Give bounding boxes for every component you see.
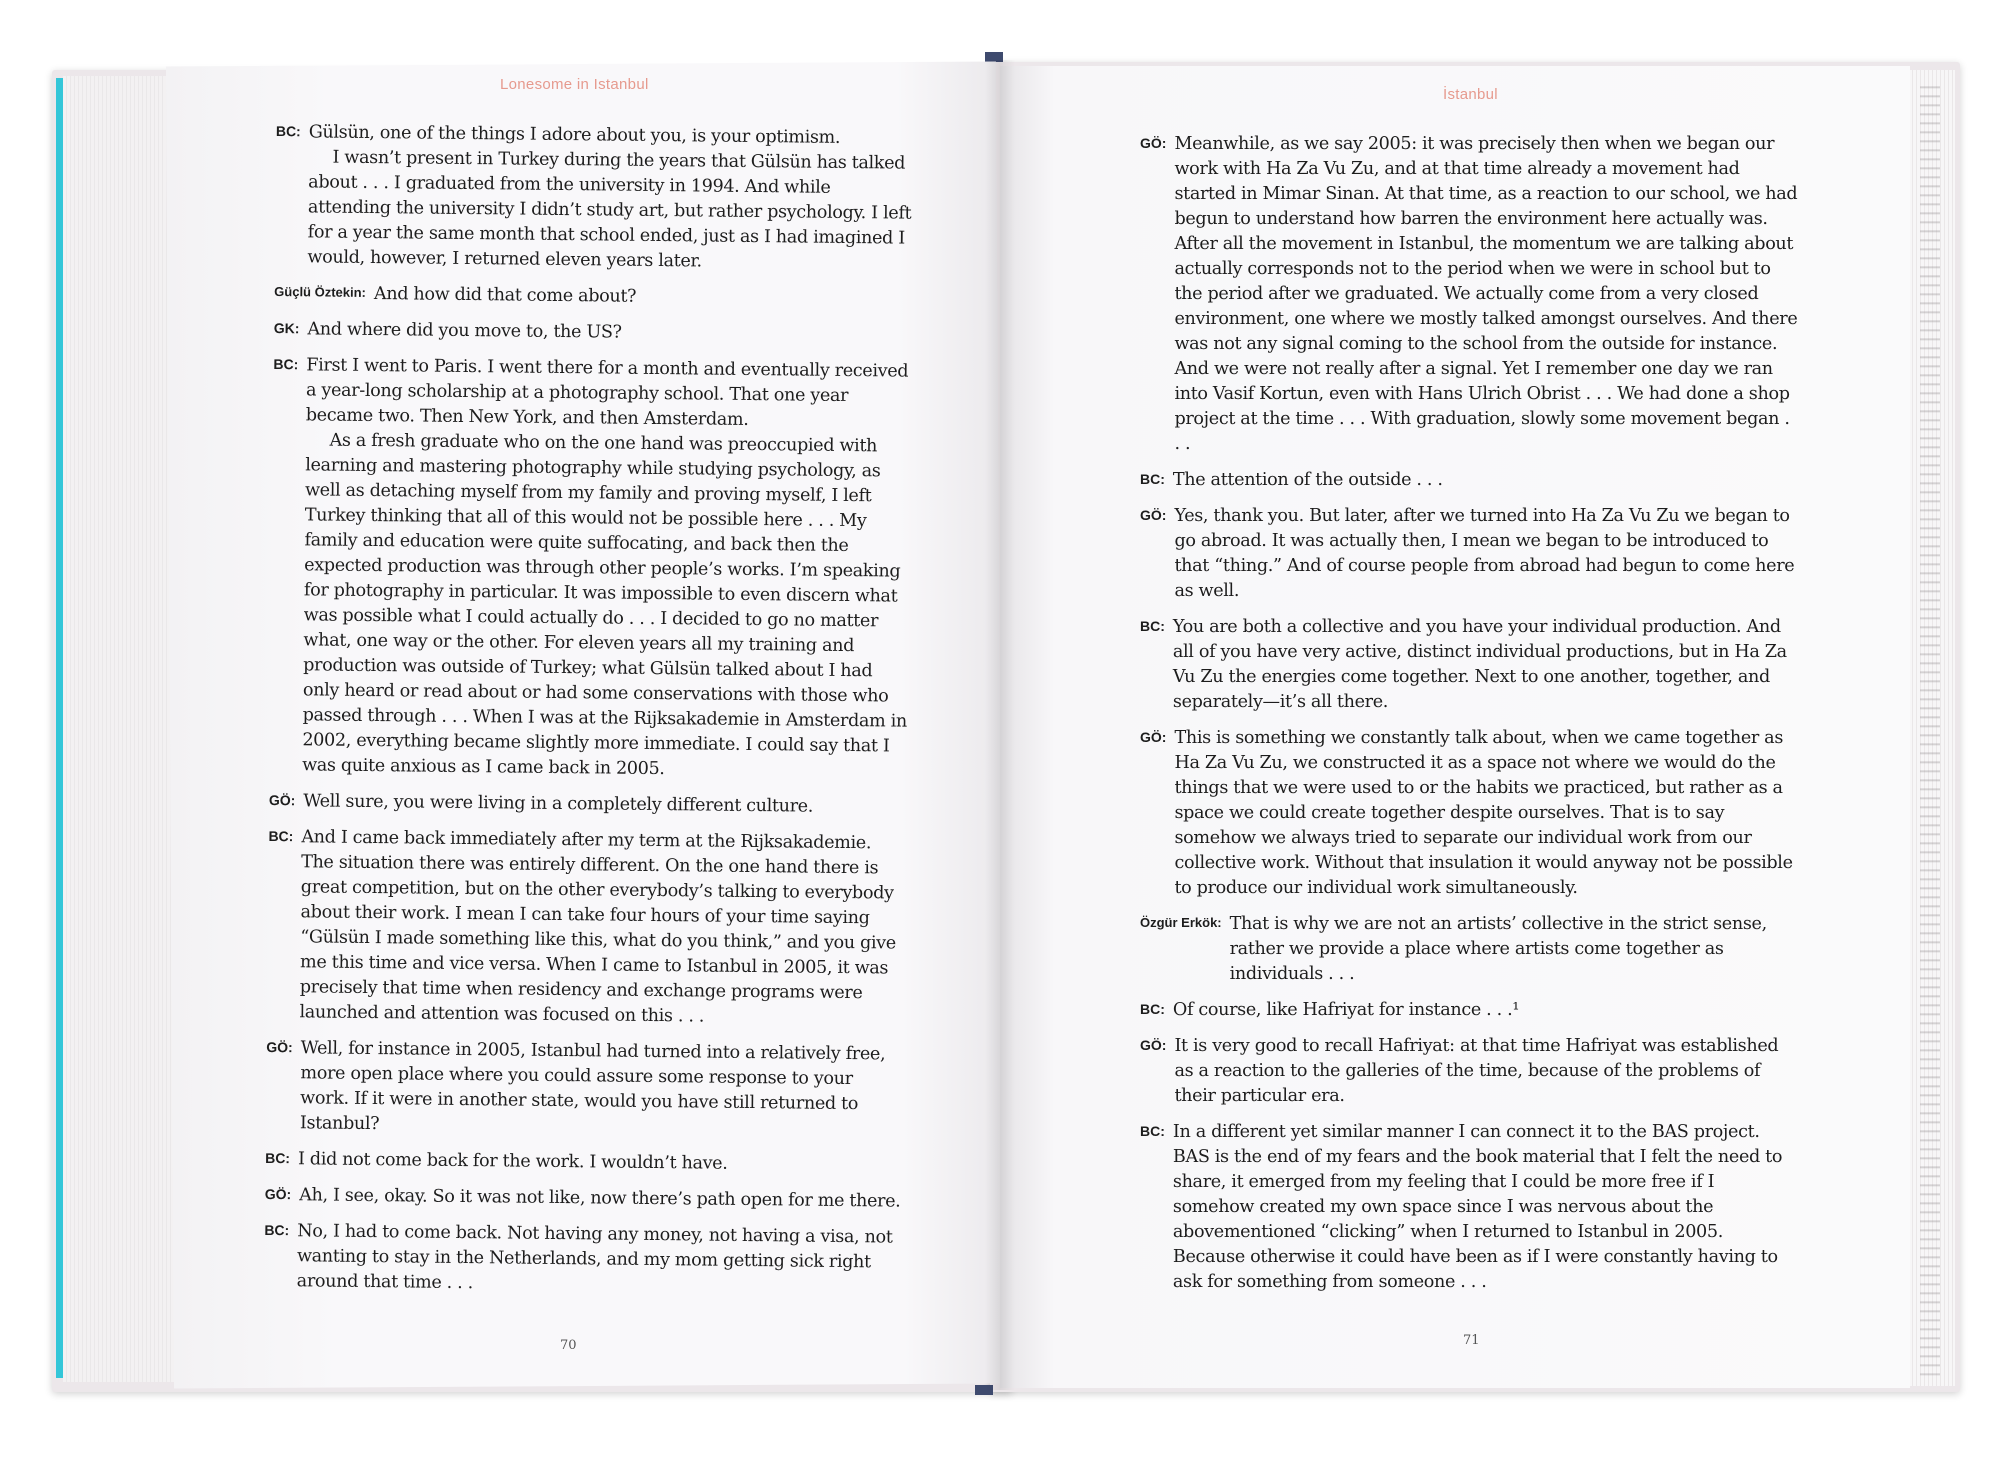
speech-paragraph: Ah, I see, okay. So it was not like, now there’s path open for me there. (299, 1185, 901, 1212)
speech-paragraph: I wasn’t present in Turkey during the years that Gülsün has talked about . . . I graduated from the university in 1994. And while attending the university I didn’t study art, but rather psychology. I left for a year the same month that school ended, just as I had imagined I would, however, I returned eleven years later. (307, 147, 912, 272)
running-head-right: İstanbul (1443, 86, 1498, 103)
speech-paragraph: This is something we constantly talk about, when we came together as Ha Za Vu Zu, we constructed it as a space not where we would do the things that we were used to or the habits we practiced, but rather as a space we could create together despite ourselves. That is to say somehow we always tried to separate our individual work from our collective work. Without that insulation it would anyway not be possible to produce our individual work simultaneously. (1174, 728, 1793, 898)
running-head-left: Lonesome in Istanbul (500, 76, 649, 93)
speech-text (1174, 726, 1800, 901)
speaker-label: Özgür Erkök: (1140, 915, 1222, 930)
speaker-label: BC: (1140, 1123, 1165, 1139)
dialogue-exchange (1140, 726, 1800, 901)
speaker-label: BC: (268, 827, 294, 845)
page-edge-accent (56, 78, 63, 1378)
speech-paragraph: As a fresh graduate who on the one hand was preoccupied with learning and mastering photography while studying psychology, as well as detaching myself from my family and proving myself, I left Turkey thinking that all of this would not be possible here . . . My family and education were quite suffocating, and back then the expected production was through other people’s works. I’m speaking for photography in particular. It was impossible to even discern what was possible what I could actually do . . . I decided to go no matter what, one way or the other. For eleven years all my training and production was outside of Turkey; what Gülsün talked about I had only heard or read about or had some conservations with those who passed through . . . When I was at the Rijksakademie in Amsterdam in 2002, everything became slightly more immediate. I could say that I was quite anxious as I came back in 2005. (302, 430, 908, 780)
speech-paragraph: And I came back immediately after my term at the Rijksakademie. The situation there was entirely different. On the one hand there is great competition, but on the other everybody’s talking to everybody about their work. I mean I can take four hours of your time saying “Gülsün I made something like this, what do you think,” and you give me this time and vice versa. When I came to Istanbul in 2005, it was precisely that time when residency and exchange programs were launched and attention was focused on this . . . (299, 827, 896, 1027)
dialogue-exchange (274, 281, 914, 313)
page-stack-left (63, 76, 183, 1382)
dialogue-exchange (265, 1183, 905, 1215)
dialogue-exchange (1140, 1120, 1800, 1295)
dialogue-exchange (264, 1219, 905, 1301)
speaker-label: BC: (264, 1221, 290, 1239)
speech-paragraph: Of course, like Hafriyat for instance . . .¹ (1172, 1000, 1520, 1020)
speech-text (1230, 912, 1800, 987)
speaker-label: Güçlü Öztekin: (274, 283, 367, 300)
speaker-label: GK: (273, 319, 300, 337)
gutter (985, 60, 1015, 1390)
speech-text (302, 353, 914, 784)
dialogue-exchange (265, 1147, 905, 1179)
left-page-text (264, 120, 916, 1312)
page-number-left: 70 (560, 1338, 577, 1353)
speaker-label: BC: (265, 1149, 291, 1167)
speech-paragraph: Well sure, you were living in a completely different culture. (303, 791, 814, 817)
speech-text (307, 317, 914, 348)
speaker-label: BC: (273, 355, 299, 373)
speech-text (374, 282, 914, 313)
dialogue-exchange (274, 120, 916, 277)
speaker-label: GÖ: (1140, 507, 1167, 523)
dialogue-exchange (267, 825, 909, 1032)
speech-paragraph: Gülsün, one of the things I adore about you, is your optimism. (308, 122, 841, 148)
speech-paragraph: In a different yet similar manner I can connect it to the BAS project. BAS is the end of my fears and the book material that I felt the need to share, it emerged from my feeling that I could be more free if I somehow created my own space since I was nervous about the abovementioned “clicking” when I returned to Istanbul in 2005. Because otherwise it could have been as if I were constantly having to ask for something from someone . . . (1172, 1122, 1783, 1292)
speaker-label: GÖ: (266, 1038, 293, 1056)
speaker-label: BC: (1140, 471, 1165, 487)
dialogue-exchange (265, 1036, 906, 1143)
speaker-label: BC: (1140, 618, 1165, 634)
speech-paragraph: You are both a collective and you have your individual production. And all of you have very active, distinct individual productions, but in Ha Za Vu Zu the energies come together. Next to one another, together, and separately—it’s all there. (1172, 617, 1787, 712)
dialogue-exchange (274, 317, 914, 349)
speech-text (300, 1036, 907, 1142)
speaker-label: BC: (275, 122, 301, 140)
speech-paragraph: Yes, thank you. But later, after we turned into Ha Za Vu Zu we began to go abroad. It was actually then, I mean we began to be introduced to that “thing.” And of course people from abroad had begun to come here as well. (1174, 506, 1795, 601)
speech-text (307, 120, 916, 276)
dialogue-exchange (1140, 998, 1800, 1023)
speaker-label: GÖ: (268, 791, 296, 809)
speech-text (298, 1147, 905, 1178)
dialogue-exchange (269, 353, 913, 785)
speech-text (297, 1219, 905, 1300)
right-page-text (1140, 132, 1800, 1306)
speech-paragraph: The attention of the outside . . . (1172, 470, 1443, 490)
speech-paragraph: No, I had to come back. Not having any money, not having a visa, not wanting to stay in the Netherlands, and my mom getting sick right around that time . . . (296, 1221, 893, 1294)
speaker-label: BC: (1140, 1001, 1165, 1017)
dialogue-exchange (1140, 132, 1800, 457)
dialogue-exchange (1140, 504, 1800, 604)
dialogue-exchange (1140, 615, 1800, 715)
dialogue-exchange (1140, 912, 1800, 987)
speech-text (1173, 615, 1800, 715)
speech-paragraph: First I went to Paris. I went there for a month and eventually received a year-long scholarship at a photography school. That one year became two. Then New York, and then Amsterdam. (305, 355, 909, 430)
dialogue-exchange (1140, 1034, 1800, 1109)
page-edge-marks (1920, 80, 1940, 1380)
speech-text (1173, 468, 1800, 493)
speech-text (303, 789, 909, 820)
speaker-label: GÖ: (1140, 729, 1167, 745)
speech-paragraph: Well, for instance in 2005, Istanbul had turned into a relatively free, more open place where you could assure some response to your work. If it were in another state, would you have still returned to Istanbul? (299, 1038, 886, 1135)
dialogue-exchange (1140, 468, 1800, 493)
speech-paragraph: That is why we are not an artists’ collective in the strict sense, rather we provide a place where artists come together as individuals . . . (1229, 914, 1767, 984)
page-number-right: 71 (1463, 1333, 1480, 1348)
speech-text (1174, 1034, 1800, 1109)
speech-paragraph: I did not come back for the work. I wouldn’t have. (297, 1149, 728, 1174)
speaker-label: GÖ: (1140, 1037, 1167, 1053)
speech-paragraph: And how did that come about? (373, 284, 637, 307)
speech-paragraph: Meanwhile, as we say 2005: it was precisely then when we began our work with Ha Za Vu Zu, and at that time already a movement had started in Mimar Sinan. At that time, as a reaction to our school, we had begun to understand how barren the environment here actually was. After all the movement in Istanbul, the momentum we are talking about actually corresponds not to the period when we were in school but to the period after we graduated. We actually come from a very closed environment, one where we mostly talked amongst ourselves. And there was not any signal coming to the school from the outside for instance. And we were not really after a signal. Yet I remember one day we ran into Vasif Kortun, even with Hans Ulrich Obrist . . . We had done a shop project at the time . . . With graduation, slowly some movement began . . . (1174, 134, 1798, 454)
speech-text (1173, 1120, 1800, 1295)
speech-paragraph: It is very good to recall Hafriyat: at that time Hafriyat was established as a reaction to the galleries of the time, because of the problems of their particular era. (1174, 1036, 1779, 1106)
speech-paragraph: And where did you move to, the US? (307, 319, 622, 343)
speech-text (1174, 132, 1800, 457)
speaker-label: GÖ: (264, 1185, 292, 1203)
dialogue-exchange (269, 789, 909, 821)
speech-text (299, 825, 908, 1031)
speech-text (1174, 504, 1800, 604)
speech-text (1173, 998, 1800, 1023)
speaker-label: GÖ: (1140, 135, 1167, 151)
speech-text (299, 1183, 905, 1214)
